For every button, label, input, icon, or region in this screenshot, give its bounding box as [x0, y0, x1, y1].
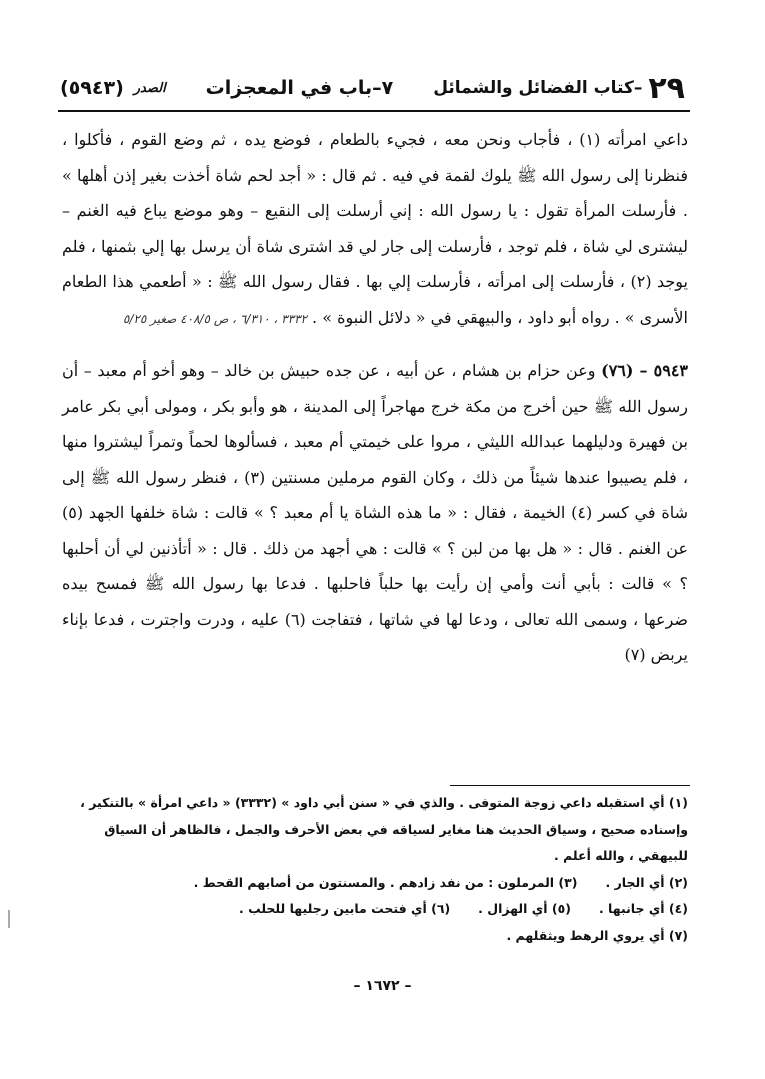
- header-right: [433, 71, 685, 106]
- header-chapter-title: ٧–باب في المعجزات: [205, 77, 394, 99]
- footnote-7: (٧) أي يروي الرهط ويثقلهم .: [506, 927, 688, 943]
- hadith-number: ٥٩٤٣ – (٧٦): [601, 361, 689, 380]
- paragraph-1: [62, 122, 688, 337]
- handwritten-note: ٣٣٣٢ ، ٦/٣١٠ ، ص ٤٠٨/٥ صغير ٥/٢٥: [122, 311, 307, 326]
- footnote-divider: [450, 785, 690, 786]
- footnote-row-2: [62, 896, 688, 923]
- footnote-2: (٢) أي الجار .: [605, 874, 688, 890]
- margin-mark: [8, 910, 10, 928]
- paragraph-2-text: وعن حزام بن هشام ، عن أبيه ، عن جده حبيش بن خالد – وهو أخو أم معبد – أن رسول الله ﷺ حين أخرج من مكة خرج مهاجراً إلى المدينة ، هو وأبو بكر ، ومولى أبي بكر عامر بن فهيرة ودليلهما عبدالله الليثي ، مروا على خيمتي أم معبد ، فسألوها لحماً وتمراً ليشتروا منها ، فلم يصيبوا عندها شيئاً من ذلك ، وكان القوم مرملين مسنتين (٣) ، فنظر رسول الله ﷺ إلى شاة في كسر (٤) الخيمة ، فقال : « ما هذه الشاة يا أم معبد ؟ » قالت : شاة خلفها الجهد (٥) عن الغنم . قال : « هل بها من لبن ؟ » قالت : هي أجهد من ذلك . قال : « أتأذنين لي أن أحلبها ؟ » قالت : بأبي أنت وأمي إن رأيت بها حلباً فاحلبها . فدعا بها رسول الله ﷺ فمسح بيده ضرعها ، وسمى الله تعالى ، ودعا لها في شاتها ، فتفاجت (٦) عليه ، ودرت واجترت ، فدعا بإناء يربض (٧): [62, 361, 688, 664]
- footnote-4: (٤) أي جانبها .: [598, 901, 688, 916]
- paragraph-1-text: داعي امرأته (١) ، فأجاب ونحن معه ، فجيء بالطعام ، فوضع يده ، ثم وضع القوم ، فأكلوا ، فنظرنا إلى رسول الله ﷺ يلوك لقمة في فيه . ثم قال : « أجد لحم شاة أخذت بغير إذن أهلها » . فأرسلت المرأة تقول : يا رسول الله : إني أرسلت إلى النقيع – وهو موضع يباع فيه الغنم – ليشترى لي شاة ، فلم توجد ، فأرسلت إلى جار لي قد اشترى شاة أن يرسل بها إلي بثمنها ، فلم يوجد (٢) ، فأرسلت إلى امرأته ، فأرسلت إلي بها . فقال رسول الله ﷺ : « أطعمي هذا الطعام الأسرى » . رواه أبو داود ، والبيهقي في « دلائل النبوة » .: [62, 130, 689, 327]
- header-book-title: –كتاب الفضائل والشمائل: [433, 78, 643, 98]
- footnote-row-1: [62, 870, 688, 897]
- page-header: [60, 68, 685, 108]
- footnotes: [62, 790, 688, 949]
- page-footer-number: – ١٦٧٢ –: [353, 978, 412, 994]
- header-range-label: الصدر: [133, 80, 166, 96]
- header-divider: [58, 110, 690, 112]
- header-page-number: ٢٩: [648, 70, 685, 106]
- footnote-5: (٥) أي الهزال .: [478, 901, 571, 916]
- footnote-6: (٦) أي فتحت مابين رجليها للحلب .: [238, 901, 451, 916]
- header-left: [60, 77, 166, 99]
- paragraph-2: [62, 353, 688, 673]
- footnote-1: (١) أي استقبله داعي زوجة المتوفى . والذي في « سنن أبي داود » (٣٣٣٢) « داعي امرأة » بالتنكير ، وإسناده صحيح ، وسياق الحديث هنا مغاير لسياقه في بعض الأحرف والجمل ، فالظاهر أن السياق للبيهقي ، والله أعلم .: [80, 795, 688, 863]
- header-hadith-range: (٥٩٤٣): [60, 77, 124, 99]
- footnote-3: (٣) المرملون : من نفد زادهم . والمسنتون من أصابهم القحط .: [193, 874, 578, 890]
- main-text: [62, 122, 688, 673]
